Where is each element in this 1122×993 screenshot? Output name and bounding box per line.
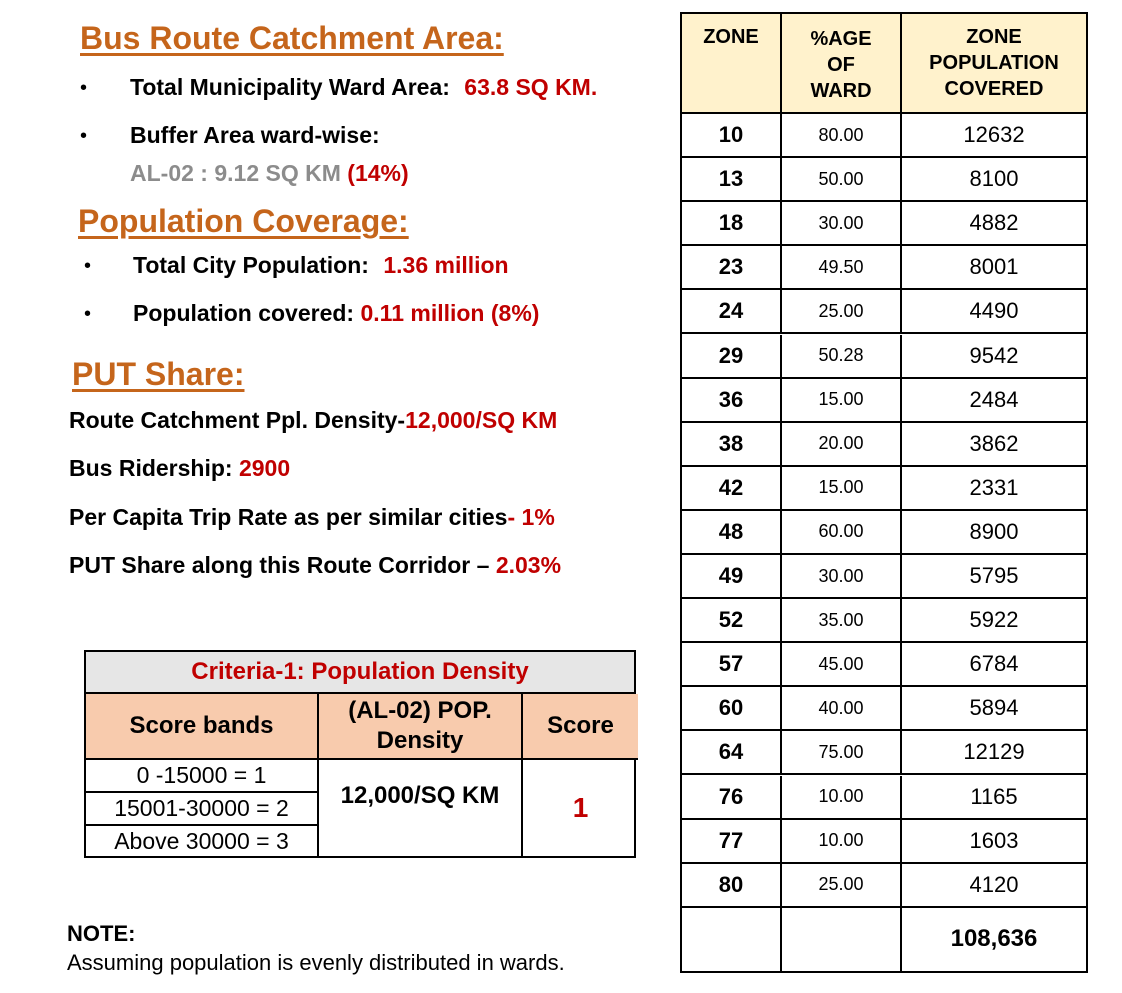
population-cell: 5922 [902,599,1086,643]
pct-cell: 80.00 [782,114,902,158]
buffer-pct: (14%) [347,160,409,186]
score-band: 0 -15000 = 1 [86,760,319,793]
criteria-header-score: Score [523,694,638,760]
zone-cell: 77 [682,820,782,864]
population-cell: 12632 [902,114,1086,158]
pct-cell: 25.00 [782,864,902,908]
bullet: • [84,255,92,277]
buffer-ward-line [130,160,409,187]
population-cell: 8100 [902,158,1086,202]
zone-header: ZONE [682,14,782,114]
density-value: 12,000/SQ KM [405,407,558,433]
population-cell: 2484 [902,379,1086,423]
zone-cell: 36 [682,379,782,423]
pct-cell: 30.00 [782,202,902,246]
population-cell: 4490 [902,290,1086,334]
population-cell: 1603 [902,820,1086,864]
zone-cell: 24 [682,290,782,334]
population-cell: 1165 [902,776,1086,820]
zone-cell: 76 [682,776,782,820]
zone-cell: 29 [682,335,782,379]
density-label: Route Catchment Ppl. Density- [69,407,406,433]
zone-cell: 52 [682,599,782,643]
criteria-score-value: 1 [572,792,589,823]
total-ward-area [130,74,597,101]
population-cell: 3862 [902,423,1086,467]
zone-cell: 23 [682,246,782,290]
zone-cell: 64 [682,731,782,775]
city-population-value: 1.36 million [383,252,509,278]
put-share-value: 2.03% [495,552,562,578]
population-cell: 8001 [902,246,1086,290]
population-header: ZONE POPULATION COVERED [902,14,1086,114]
trip-rate-label: Per Capita Trip Rate as per similar cities [69,504,508,530]
population-cell: 12129 [902,731,1086,775]
pct-cell: 75.00 [782,731,902,775]
zone-table [680,12,1088,973]
population-cell: 4882 [902,202,1086,246]
ridership-value: 2900 [238,455,291,481]
buffer-label: Buffer Area ward-wise: [130,122,380,148]
zone-cell: 48 [682,511,782,555]
trip-rate-line [69,504,555,531]
zone-cell: 60 [682,687,782,731]
density-line [69,407,557,434]
population-total: 108,636 [950,925,1038,953]
population-cell: 9542 [902,335,1086,379]
note-title: NOTE: [67,921,136,946]
bullet: • [80,77,88,99]
zone-cell: 42 [682,467,782,511]
put-heading: PUT Share: [72,356,245,392]
population-cell: 4120 [902,864,1086,908]
pct-cell: 60.00 [782,511,902,555]
pct-cell: 35.00 [782,599,902,643]
put-share-line [69,552,561,579]
population-cell: 5795 [902,555,1086,599]
pct-cell: 20.00 [782,423,902,467]
criteria-header-density: (AL-02) POP. Density [319,694,523,760]
catchment-heading: Bus Route Catchment Area: [80,20,504,56]
bullet: • [84,303,92,325]
empty-cell [782,908,902,971]
empty-cell [682,908,782,971]
pct-cell: 50.28 [782,335,902,379]
pct-cell: 40.00 [782,687,902,731]
population-covered [133,300,539,327]
trip-rate-value: - 1% [507,504,555,530]
zone-cell: 49 [682,555,782,599]
zone-cell: 80 [682,864,782,908]
pct-header: %AGE OF WARD [782,14,902,114]
city-population-label: Total City Population: [133,252,369,278]
zone-cell: 57 [682,643,782,687]
zone-cell: 13 [682,158,782,202]
put-share-label: PUT Share along this Route Corridor – [69,552,490,578]
zone-cell: 10 [682,114,782,158]
total-ward-label: Total Municipality Ward Area: [130,74,450,100]
ridership-line [69,455,290,482]
pct-cell: 10.00 [782,776,902,820]
population-cell: 2331 [902,467,1086,511]
pct-cell: 25.00 [782,290,902,334]
buffer-ward: AL-02 : 9.12 SQ KM [130,160,341,186]
population-covered-label: Population covered: [133,300,355,326]
population-cell: 8900 [902,511,1086,555]
zone-cell: 38 [682,423,782,467]
pct-cell: 15.00 [782,467,902,511]
note-text: Assuming population is evenly distributed in wards. [67,950,565,975]
zone-cell: 18 [682,202,782,246]
pct-cell: 15.00 [782,379,902,423]
criteria-header-bands: Score bands [86,694,319,760]
pct-cell: 30.00 [782,555,902,599]
score-band: 15001-30000 = 2 [86,793,319,826]
criteria-density-value: 12,000/SQ KM [319,760,523,834]
population-covered-value: 0.11 million (8%) [360,300,540,326]
city-population [133,252,509,279]
pct-cell: 45.00 [782,643,902,687]
pct-cell: 10.00 [782,820,902,864]
criteria-table [84,650,636,858]
criteria-title: Criteria-1: Population Density [86,652,634,694]
population-heading: Population Coverage: [78,203,409,239]
ridership-label: Bus Ridership: [69,455,233,481]
population-cell: 5894 [902,687,1086,731]
population-cell: 6784 [902,643,1086,687]
bullet: • [80,125,88,147]
pct-cell: 49.50 [782,246,902,290]
pct-cell: 50.00 [782,158,902,202]
score-band: Above 30000 = 3 [86,826,319,856]
total-ward-value: 63.8 SQ KM. [464,74,598,100]
